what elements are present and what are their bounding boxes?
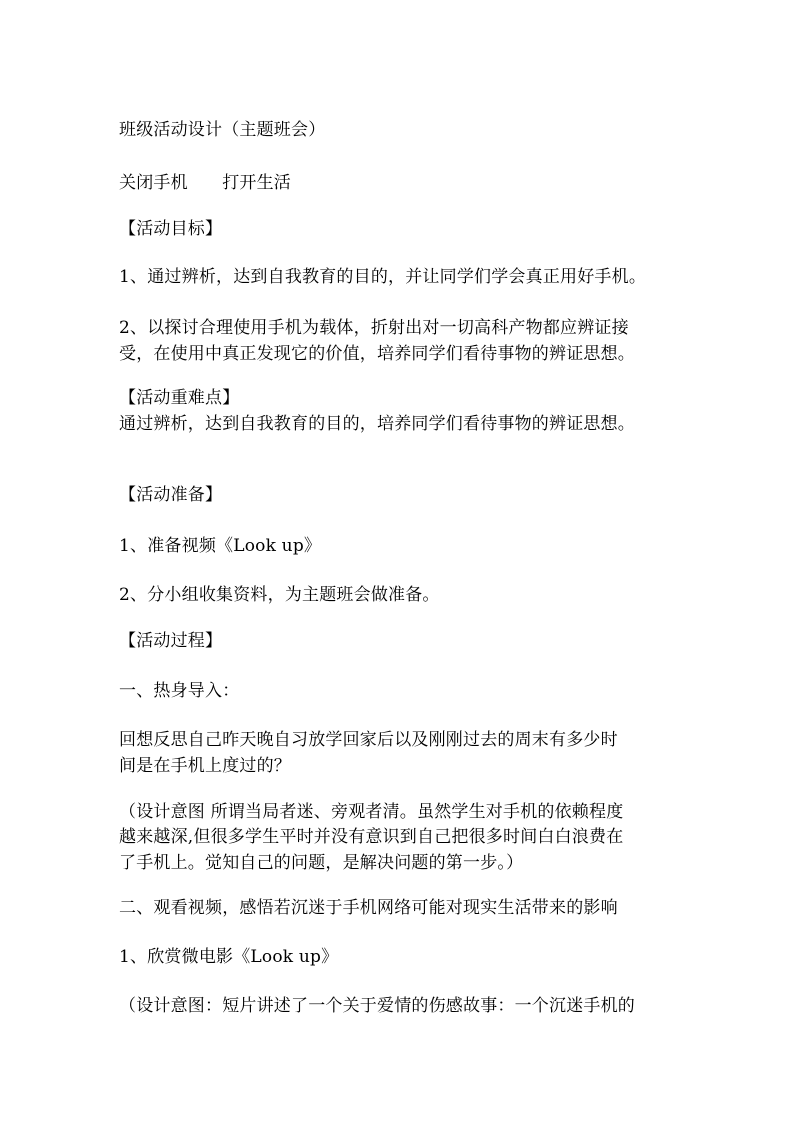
step-2-item-1: 1、欣赏微电影《Look up》 [119, 947, 339, 967]
difficulty-text: 通过辨析，达到自我教育的目的，培养同学们看待事物的辨证思想。 [119, 414, 635, 434]
step-2-heading: 二、观看视频，感悟若沉迷于手机网络可能对现实生活带来的影响 [119, 898, 618, 918]
goal-heading: 【活动目标】 [119, 219, 223, 239]
difficulty-heading: 【活动重难点】 [119, 388, 240, 408]
prep-item-2: 2、分小组收集资料，为主题班会做准备。 [119, 585, 440, 605]
step-1-question-line-1: 回想反思自己昨天晚自习放学回家后以及刚刚过去的周末有多少时 [119, 730, 618, 750]
prep-heading: 【活动准备】 [119, 485, 223, 505]
document-title: 班级活动设计（主题班会） [119, 120, 326, 140]
goal-item-2-line-1: 2、以探讨合理使用手机为载体，折射出对一切高科产物都应辨证接 [119, 318, 629, 338]
step-1-note-line-2: 越来越深,但很多学生平时并没有意识到自己把很多时间白白浪费在 [119, 827, 624, 847]
prep-item-1: 1、准备视频《Look up》 [119, 536, 322, 556]
goal-item-2-line-2: 受，在使用中真正发现它的价值，培养同学们看待事物的辨证思想。 [119, 344, 635, 364]
goal-item-1: 1、通过辨析，达到自我教育的目的，并让同学们学会真正用好手机。 [119, 267, 647, 287]
step-1-question-line-2: 间是在手机上度过的？ [119, 756, 291, 776]
step-1-heading: 一、热身导入： [119, 681, 240, 701]
step-2-note-line-1: （设计意图：短片讲述了一个关于爱情的伤感故事：一个沉迷手机的 [119, 996, 635, 1016]
step-1-note-line-3: 了手机上。觉知自己的问题，是解决问题的第一步。） [119, 853, 524, 873]
document-subtitle: 关闭手机 打开生活 [119, 173, 291, 193]
process-heading: 【活动过程】 [119, 631, 223, 651]
step-1-note-line-1: （设计意图 所谓当局者迷、旁观者清。虽然学生对手机的依赖程度 [119, 802, 624, 822]
